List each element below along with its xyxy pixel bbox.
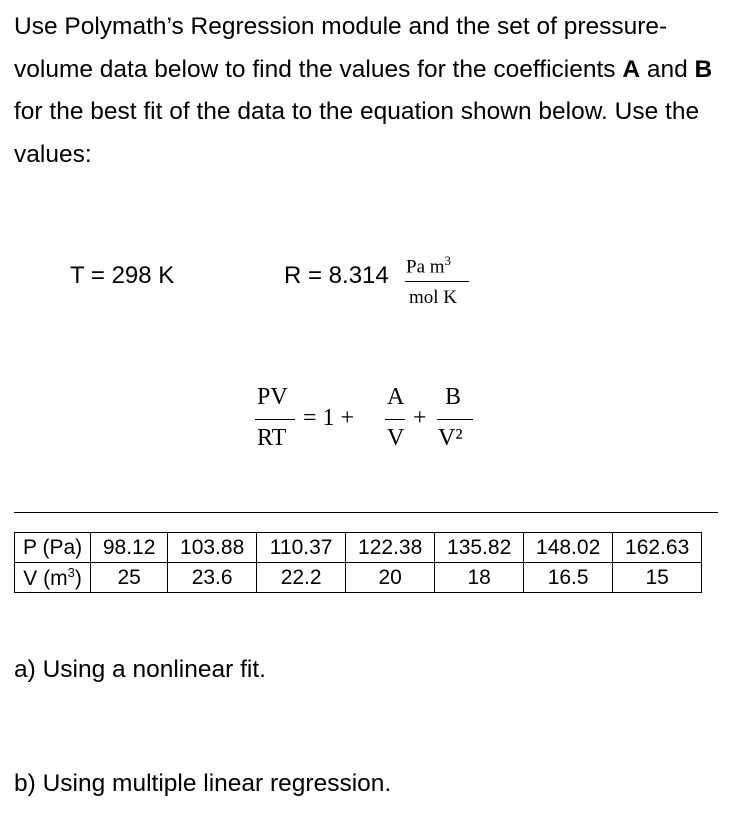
row-label-volume-close: ) [74, 566, 82, 590]
pressure-cell: 148.02 [524, 533, 613, 563]
intro-and: and [640, 55, 695, 83]
volume-cell: 23.6 [168, 563, 257, 593]
equation-equals-one-plus: = 1 + [303, 405, 355, 431]
gas-constant-unit-exponent: 3 [444, 253, 452, 268]
gas-constant-unit-num-text: Pa m [406, 256, 445, 278]
pressure-cell: 135.82 [435, 533, 524, 563]
intro-text-1: Use Polymath’s Regression module and the set of pressure-volume data below to find the values for the coefficients [14, 13, 668, 83]
problem-statement [14, 6, 734, 176]
coefficient-b-label: B [694, 55, 713, 83]
pressure-cell: 110.37 [257, 533, 346, 563]
row-label-volume-text: V (m [23, 566, 68, 590]
equation-plus: + [413, 405, 427, 431]
part-a-question: a) Using a nonlinear fit. [14, 656, 266, 683]
gas-constant-unit-denominator: mol K [409, 287, 458, 308]
volume-cell: 20 [346, 563, 435, 593]
equation-lhs-numerator: PV [257, 384, 288, 410]
row-label-volume-exponent: 3 [67, 564, 75, 580]
pressure-cell: 122.38 [346, 533, 435, 563]
equation-term2-numerator: B [445, 384, 462, 410]
pressure-cell: 98.12 [91, 533, 168, 563]
equation-term2-denominator: V² [438, 425, 463, 451]
equation-term1-denominator: V [387, 425, 405, 451]
volume-cell: 25 [91, 563, 168, 593]
pressure-cell: 162.63 [613, 533, 702, 563]
row-label-pressure: P (Pa) [15, 533, 91, 563]
gas-constant-unit-numerator [406, 253, 451, 278]
gas-constant-value: R = 8.314 [284, 262, 389, 289]
pressure-volume-table [14, 532, 702, 593]
equation-lhs-bar [255, 419, 295, 420]
pressure-cell: 103.88 [168, 533, 257, 563]
volume-cell: 18 [435, 563, 524, 593]
table-row-pressure [15, 533, 702, 563]
part-b-question: b) Using multiple linear regression. [14, 770, 392, 797]
volume-cell: 15 [613, 563, 702, 593]
coefficient-a-label: A [622, 55, 641, 83]
table-row-volume [15, 563, 702, 593]
equation-term1-numerator: A [387, 384, 405, 410]
gas-constant-fraction-bar [405, 281, 469, 282]
volume-cell: 16.5 [524, 563, 613, 593]
equation-term1-bar [385, 419, 405, 420]
temperature-value: T = 298 K [70, 262, 175, 289]
row-label-volume [15, 563, 91, 593]
equation-lhs-denominator: RT [257, 425, 287, 451]
intro-text-2: for the best fit of the data to the equation shown below. Use the values: [14, 98, 700, 168]
equation-term2-bar [437, 419, 473, 420]
volume-cell: 22.2 [257, 563, 346, 593]
section-divider [14, 512, 718, 513]
